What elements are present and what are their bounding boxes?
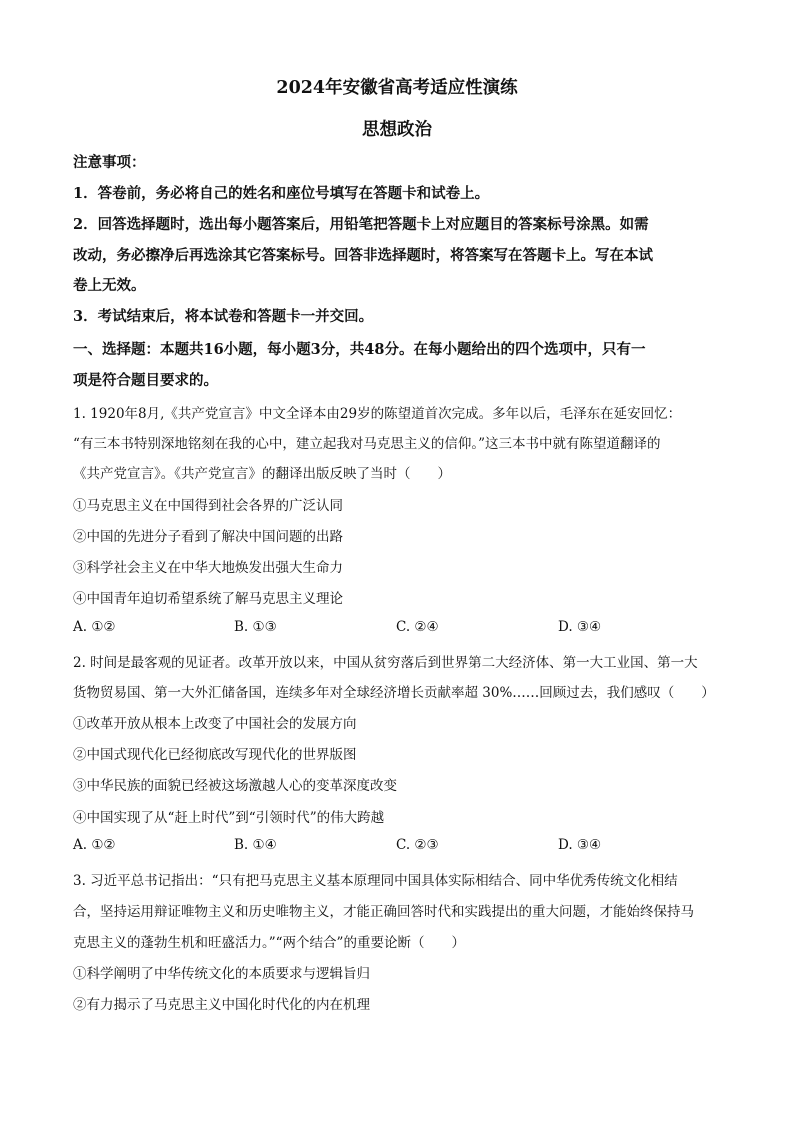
question-3-stem: 合，坚持运用辩证唯物主义和历史唯物主义，才能正确回答时代和实践提出的重大问题，才能始终保持马 [73, 904, 694, 920]
question-2-statement: ②中国式现代化已经彻底改写现代化的世界版图 [73, 747, 357, 763]
notice-line: 3．考试结束后，将本试卷和答题卡一并交回。 [73, 308, 374, 325]
question-1-stem: 1. 1920年8月,《共产党宣言》中文全译本由29岁的陈望道首次完成。多年以后，毛泽东在延安回忆： [73, 406, 682, 422]
question-2-option-d: D. ③④ [558, 837, 602, 853]
question-2-option-a: A. ①② [73, 837, 116, 853]
notice-line: 改动，务必擦净后再选涂其它答案标号。回答非选择题时，将答案写在答题卡上。写在本试 [73, 247, 653, 264]
question-1-stem: 《共产党宣言》。《共产党宣言》的翻译出版反映了当时（ ） [73, 466, 451, 482]
question-3-statement: ①科学阐明了中华传统文化的本质要求与逻辑旨归 [73, 966, 370, 982]
question-2-option-b: B. ①④ [234, 837, 277, 853]
question-2-statement: ①改革开放从根本上改变了中国社会的发展方向 [73, 716, 357, 732]
notice-line: 2．回答选择题时，选出每小题答案后，用铅笔把答题卡上对应题目的答案标号涂黑。如需 [73, 216, 649, 233]
question-2-statement: ④中国实现了从“赶上时代”到“引领时代”的伟大跨越 [73, 810, 385, 826]
question-1-statement: ③科学社会主义在中华大地焕发出强大生命力 [73, 560, 343, 576]
question-3-statement: ②有力揭示了马克思主义中国化时代化的内在机理 [73, 997, 370, 1013]
question-1-statement: ④中国青年迫切希望系统了解马克思主义理论 [73, 591, 343, 607]
question-2-option-c: C. ②③ [396, 837, 439, 853]
section-heading: 项是符合题目要求的。 [73, 372, 218, 389]
question-1-statement: ②中国的先进分子看到了解决中国问题的出路 [73, 529, 343, 545]
question-1-option-b: B. ①③ [234, 619, 277, 635]
question-1-statement: ①马克思主义在中国得到社会各界的广泛认同 [73, 498, 343, 514]
question-1-option-a: A. ①② [73, 619, 116, 635]
question-1-option-d: D. ③④ [558, 619, 602, 635]
question-3-stem: 克思主义的蓬勃生机和旺盛活力。”“两个结合”的重要论断（ ） [73, 935, 465, 951]
question-1-stem: “有三本书特别深地铭刻在我的心中，建立起我对马克思主义的信仰。”这三本书中就有陈望道翻译的 [73, 436, 661, 452]
section-heading: 一、选择题：本题共16小题，每小题3分，共48分。在每小题给出的四个选项中，只有一 [73, 341, 646, 358]
notice-heading: 注意事项： [73, 154, 146, 171]
subject-title: 思想政治 [362, 120, 432, 140]
notice-line: 卷上无效。 [73, 277, 146, 294]
exam-title: 2024年安徽省高考适应性演练 [276, 78, 518, 98]
question-2-stem: 货物贸易国、第一大外汇储备国，连续多年对全球经济增长贡献率超 30%……回顾过去，我们感叹（ ） [73, 685, 715, 701]
question-2-statement: ③中华民族的面貌已经被这场激越人心的变革深度改变 [73, 778, 397, 794]
question-3-stem: 3. 习近平总书记指出：“只有把马克思主义基本原理同中国具体实际相结合、同中华优秀传统文化相结 [73, 873, 678, 889]
question-2-stem: 2. 时间是最客观的见证者。改革开放以来，中国从贫穷落后到世界第二大经济体、第一大工业国、第一大 [73, 655, 698, 671]
question-1-option-c: C. ②④ [396, 619, 439, 635]
notice-line: 1．答卷前，务必将自己的姓名和座位号填写在答题卡和试卷上。 [73, 185, 490, 202]
